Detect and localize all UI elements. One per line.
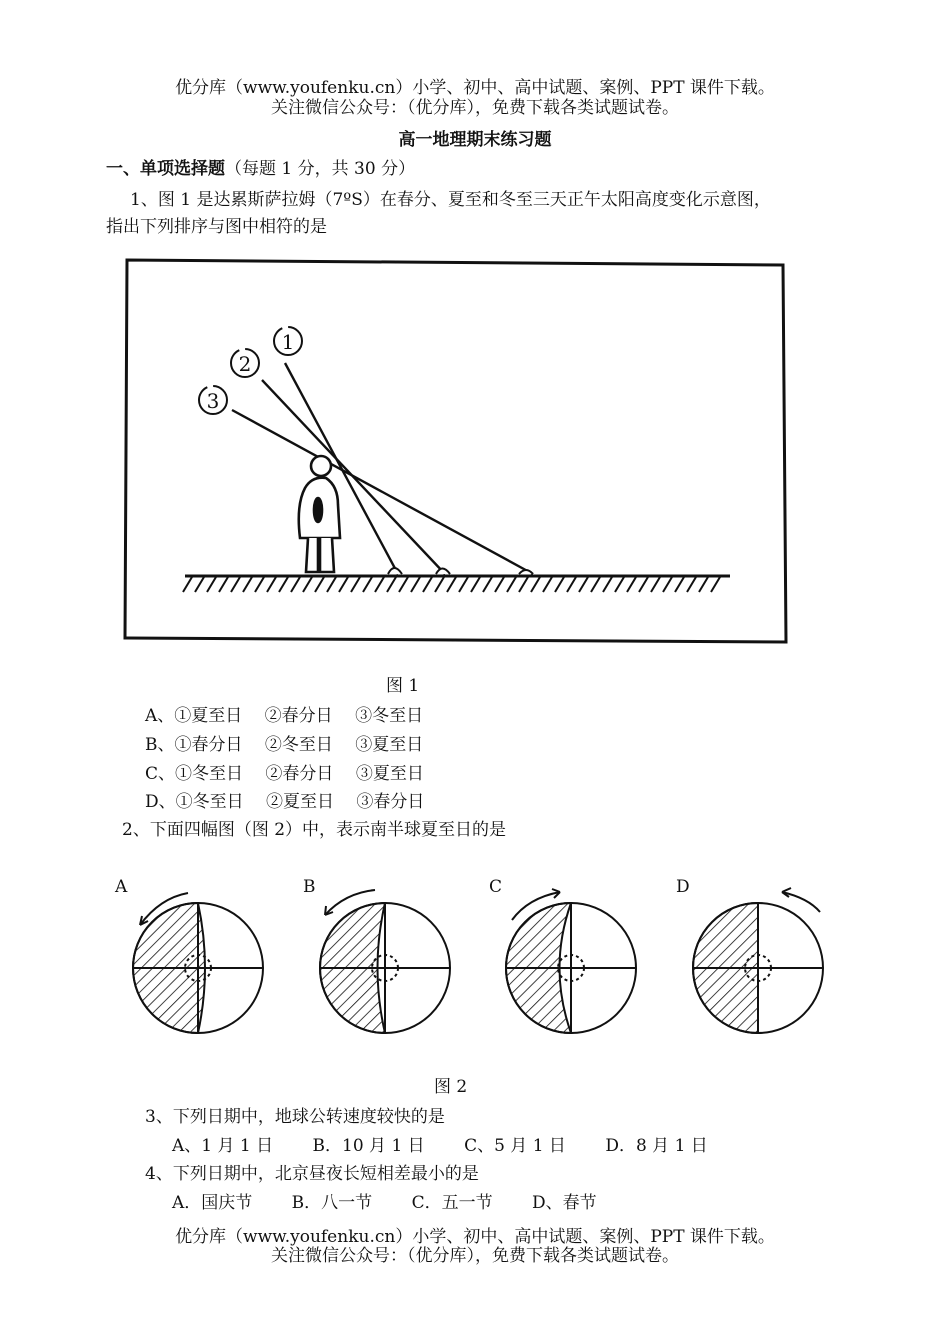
ray-1 [285,363,398,574]
figure-1-person [299,456,340,572]
q4-stem: 4、下列日期中，北京昼夜长短相差最小的是 [145,1164,479,1184]
hatch-mark [183,577,192,592]
hatch-mark [399,577,408,592]
hatch-mark [663,577,672,592]
hatch-mark [267,577,276,592]
globe-a [133,893,263,1033]
figure-1-frame [125,260,786,642]
hatch-mark [315,577,324,592]
q1-option-c: C、①冬至日 ②春分日 ③夏至日 [145,764,424,784]
hatch-mark [327,577,336,592]
figure-1-shadow-tips [388,568,533,574]
hatch-mark [279,577,288,592]
figure-1-sun-rays [232,363,533,574]
page-title: 高一地理期末练习题 [398,130,552,150]
q2-stem: 2、下面四幅图（图 2）中，表示南半球夏至日的是 [122,820,507,840]
hatch-mark [339,577,348,592]
hatch-mark [591,577,600,592]
hatch-mark [579,577,588,592]
hatch-mark [255,577,264,592]
figure-1-caption: 图 1 [386,676,420,696]
hatch-mark [543,577,552,592]
q1-stem-line-2: 指出下列排序与图中相符的是 [106,217,327,237]
hatch-mark [423,577,432,592]
globe-d [693,888,823,1033]
hatch-mark [471,577,480,592]
globe-b [320,890,450,1033]
hatch-mark [651,577,660,592]
hatch-mark [639,577,648,592]
section-heading-note: （每题 1 分，共 30 分） [225,159,416,179]
hatch-mark [219,577,228,592]
globe-c [506,889,636,1033]
hatch-mark [351,577,360,592]
hatch-mark [459,577,468,592]
hatch-mark [699,577,708,592]
section-heading-label: 一、单项选择题 [106,159,225,179]
rotation-arrow-icon [782,892,820,912]
figure-2-label-a: A [115,877,128,897]
hatch-mark [375,577,384,592]
hatch-mark [195,577,204,592]
hatch-mark [615,577,624,592]
hatch-mark [447,577,456,592]
q1-option-d: D、①冬至日 ②夏至日 ③春分日 [145,792,425,812]
hatch-mark [507,577,516,592]
hatch-mark [243,577,252,592]
ray-3 [232,410,533,574]
rotation-arrow-icon [325,890,375,915]
hatch-mark [567,577,576,592]
hatch-mark [531,577,540,592]
q1-option-a: A、①夏至日 ②春分日 ③冬至日 [145,706,424,726]
q1-stem-line-1: 1、图 1 是达累斯萨拉姆（7ºS）在春分、夏至和冬至三天正午太阳高度变化示意图， [130,190,771,210]
q4-options: A．国庆节 B．八一节 C．五一节 D、春节 [172,1193,597,1213]
figure-2-label-c: C [489,877,503,897]
hatch-mark [291,577,300,592]
header-line-2: 关注微信公众号：（优分库），免费下载各类试题试卷。 [271,98,679,118]
hatch-mark [411,577,420,592]
hatch-mark [603,577,612,592]
hatch-mark [303,577,312,592]
q3-stem: 3、下列日期中，地球公转速度较快的是 [145,1107,445,1127]
hatch-mark [711,577,720,592]
hatch-mark [627,577,636,592]
figure-2-label-b: B [303,877,316,897]
footer-line-2: 关注微信公众号：（优分库），免费下载各类试题试卷。 [271,1246,679,1266]
hatch-mark [555,577,564,592]
figure-1-labels [199,327,302,414]
hatch-mark [687,577,696,592]
figure-1-label-1: 1 [281,330,295,354]
hatch-mark [231,577,240,592]
header-line-1: 优分库（www.youfenku.cn）小学、初中、高中试题、案例、PPT 课件下载。 [175,78,775,98]
hatch-mark [435,577,444,592]
hatch-mark [483,577,492,592]
figure-2-caption: 图 2 [434,1077,468,1097]
figure-2-label-d: D [676,877,690,897]
figure-1-label-3: 3 [206,389,220,413]
hatch-mark [207,577,216,592]
hatch-mark [675,577,684,592]
q1-option-b: B、①春分日 ②冬至日 ③夏至日 [145,735,424,755]
section-heading [106,159,415,179]
rotation-arrow-icon [512,892,560,920]
figure-1-label-2: 2 [238,352,252,376]
ray-2 [262,380,445,574]
hatch-mark [495,577,504,592]
hatch-mark [519,577,528,592]
hatch-mark [363,577,372,592]
footer-line-1: 优分库（www.youfenku.cn）小学、初中、高中试题、案例、PPT 课件下载。 [175,1227,775,1247]
q3-options: A、1 月 1 日 B．10 月 1 日 C、5 月 1 日 D．8 月 1 日 [172,1136,708,1156]
rotation-arrow-icon [140,893,188,925]
hatch-mark [387,577,396,592]
figure-1-ground-hatching [183,577,720,592]
